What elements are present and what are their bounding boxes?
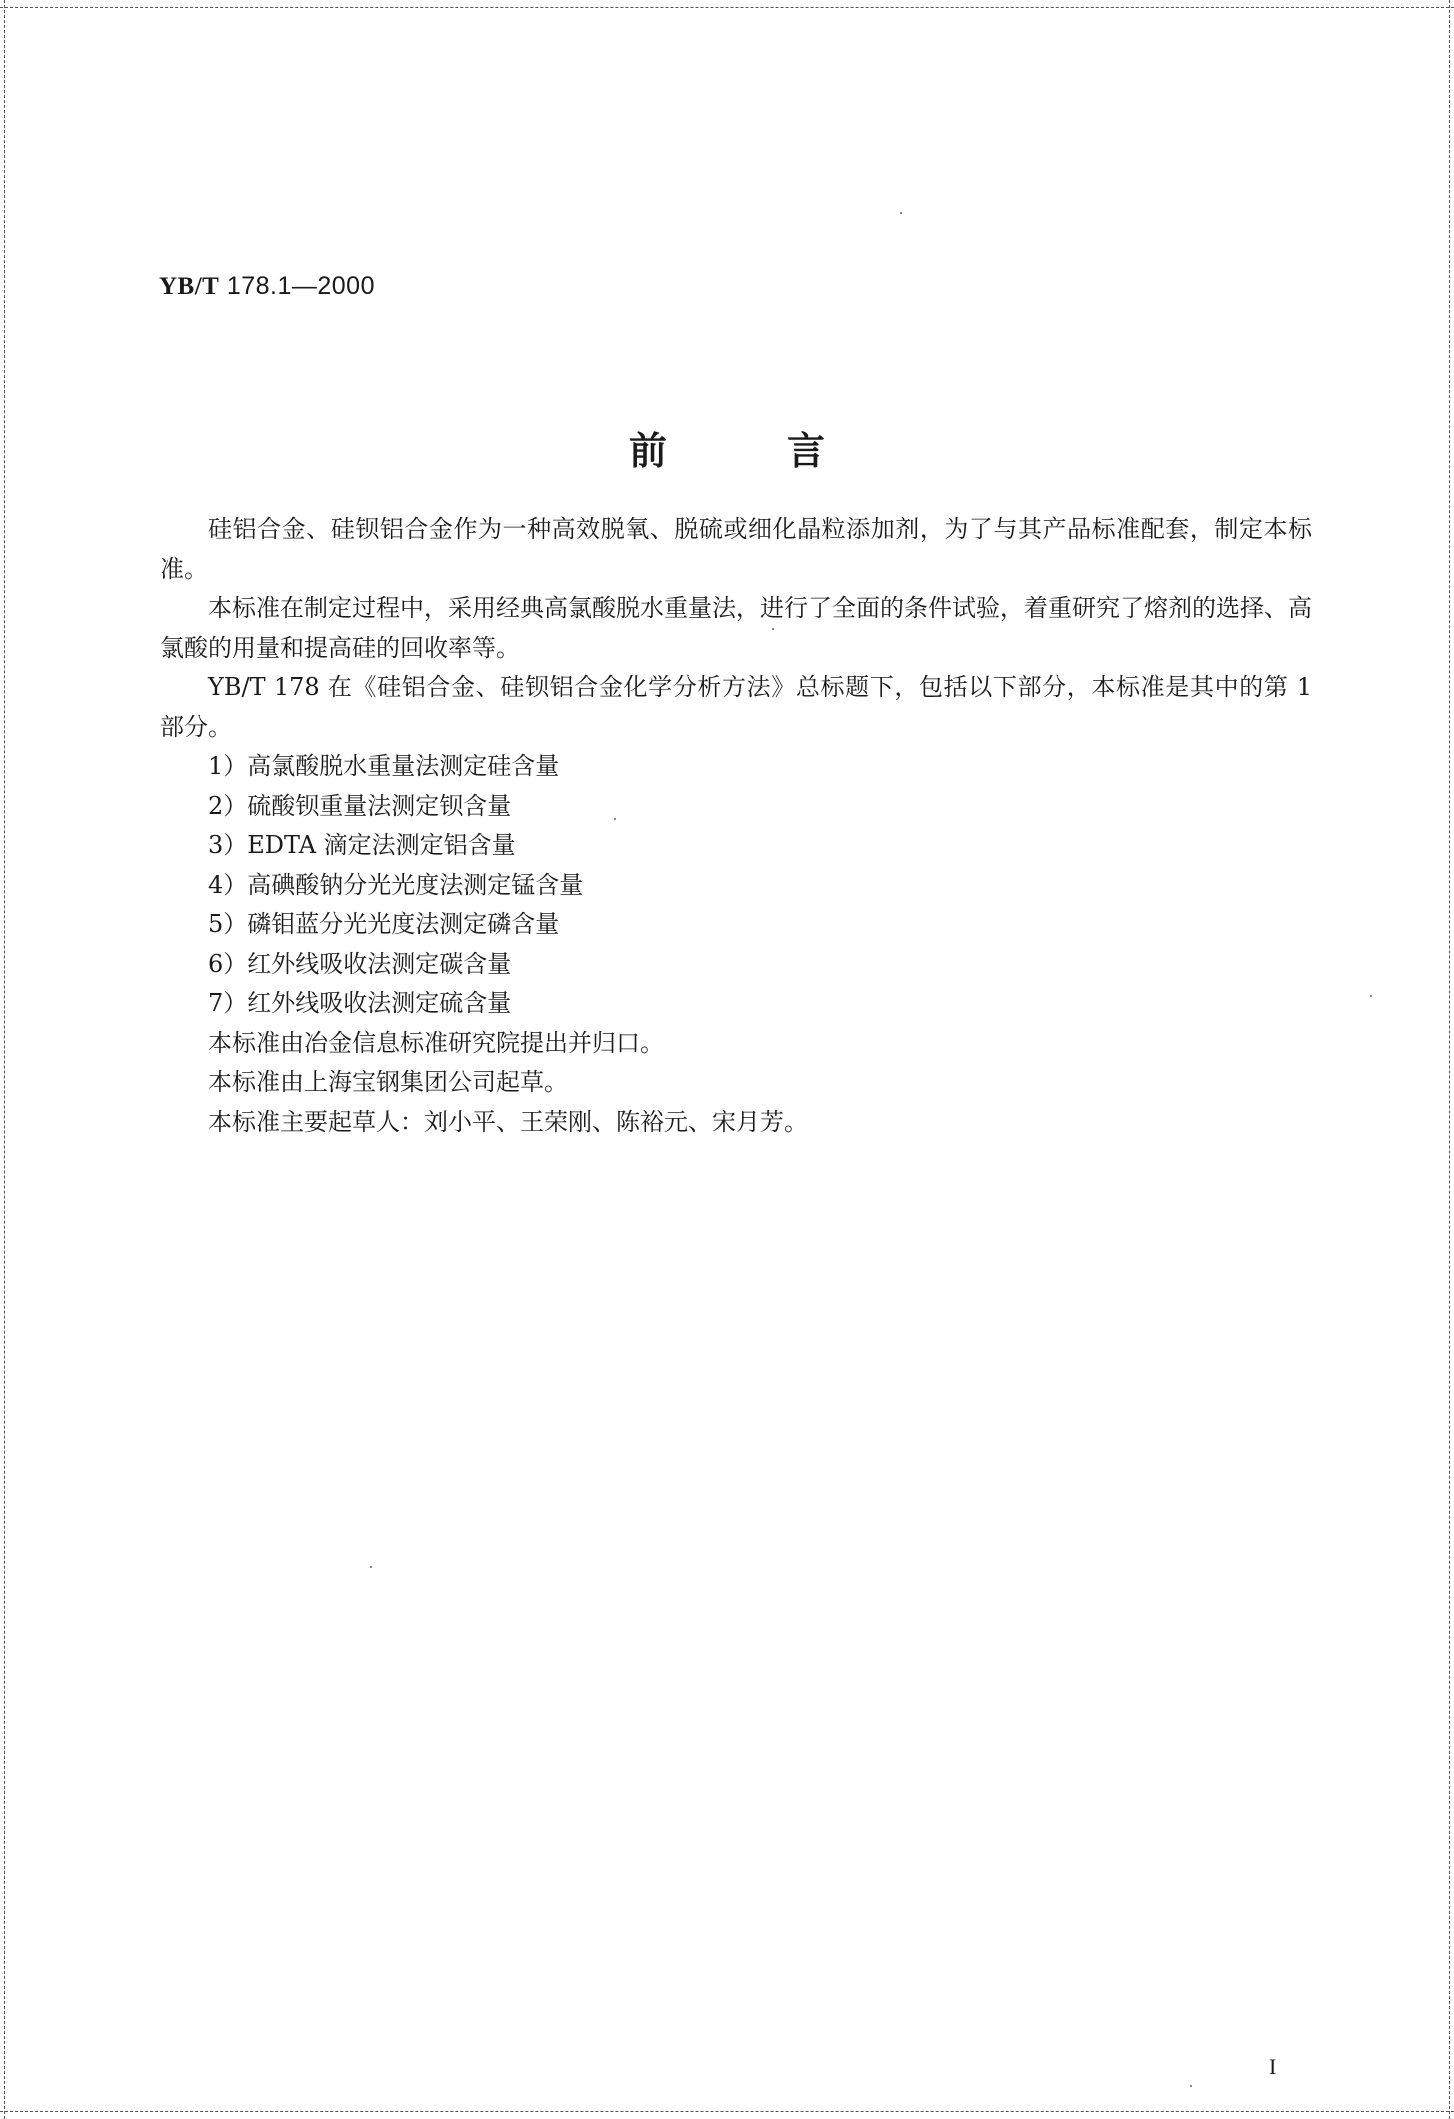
part-list-item: 2）硫酸钡重量法测定钡含量 bbox=[208, 791, 512, 820]
paragraph: 硅铝合金、硅钡铝合金作为一种高效脱氧、脱硫或细化晶粒添加剂，为了与其产品标准配套，制定本标准。 bbox=[160, 515, 1312, 583]
scan-speck bbox=[900, 212, 902, 214]
page-top-edge bbox=[0, 7, 1454, 8]
foreword-body bbox=[160, 510, 1312, 1142]
paragraph: 本标准在制定过程中，采用经典高氯酸脱水重量法，进行了全面的条件试验，着重研究了熔剂的选择、高氯酸的用量和提高硅的回收率等。 bbox=[160, 594, 1312, 662]
part-list-item: 4）高碘酸钠分光光度法测定锰含量 bbox=[208, 870, 584, 899]
part-list-item: 6）红外线吸收法测定碳含量 bbox=[208, 949, 512, 978]
paragraph: YB/T 178 在《硅铝合金、硅钡铝合金化学分析方法》总标题下，包括以下部分，本标准是其中的第 1 部分。 bbox=[160, 673, 1312, 741]
proposer-statement: 本标准由冶金信息标准研究院提出并归口。 bbox=[208, 1028, 664, 1057]
page-right-edge bbox=[1449, 0, 1450, 2119]
part-list-item: 7）红外线吸收法测定硫含量 bbox=[208, 989, 512, 1017]
standard-number: 178.1—2000 bbox=[226, 272, 375, 300]
page-bottom-edge bbox=[0, 2111, 1454, 2112]
part-list-item: 1）高氯酸脱水重量法测定硅含量 bbox=[208, 752, 560, 780]
drafter-statement: 本标准由上海宝钢集团公司起草。 bbox=[208, 1068, 568, 1096]
title-char-2: 言 bbox=[787, 429, 826, 473]
part-list-item: 3）EDTA 滴定法测定铝含量 bbox=[208, 831, 516, 859]
page-title bbox=[0, 420, 1454, 475]
scan-speck bbox=[1370, 995, 1372, 997]
title-char-1: 前 bbox=[628, 429, 667, 473]
scan-speck bbox=[370, 1566, 372, 1568]
authors-statement: 本标准主要起草人：刘小平、王荣刚、陈裕元、宋月芳。 bbox=[208, 1107, 808, 1136]
page-number: I bbox=[1269, 2054, 1277, 2079]
standard-prefix: YB/T bbox=[159, 273, 220, 300]
part-list-item: 5）磷钼蓝分光光度法测定磷含量 bbox=[208, 910, 560, 938]
page-left-edge bbox=[4, 0, 5, 2119]
scan-speck bbox=[1190, 2085, 1192, 2087]
standard-code bbox=[159, 272, 375, 301]
